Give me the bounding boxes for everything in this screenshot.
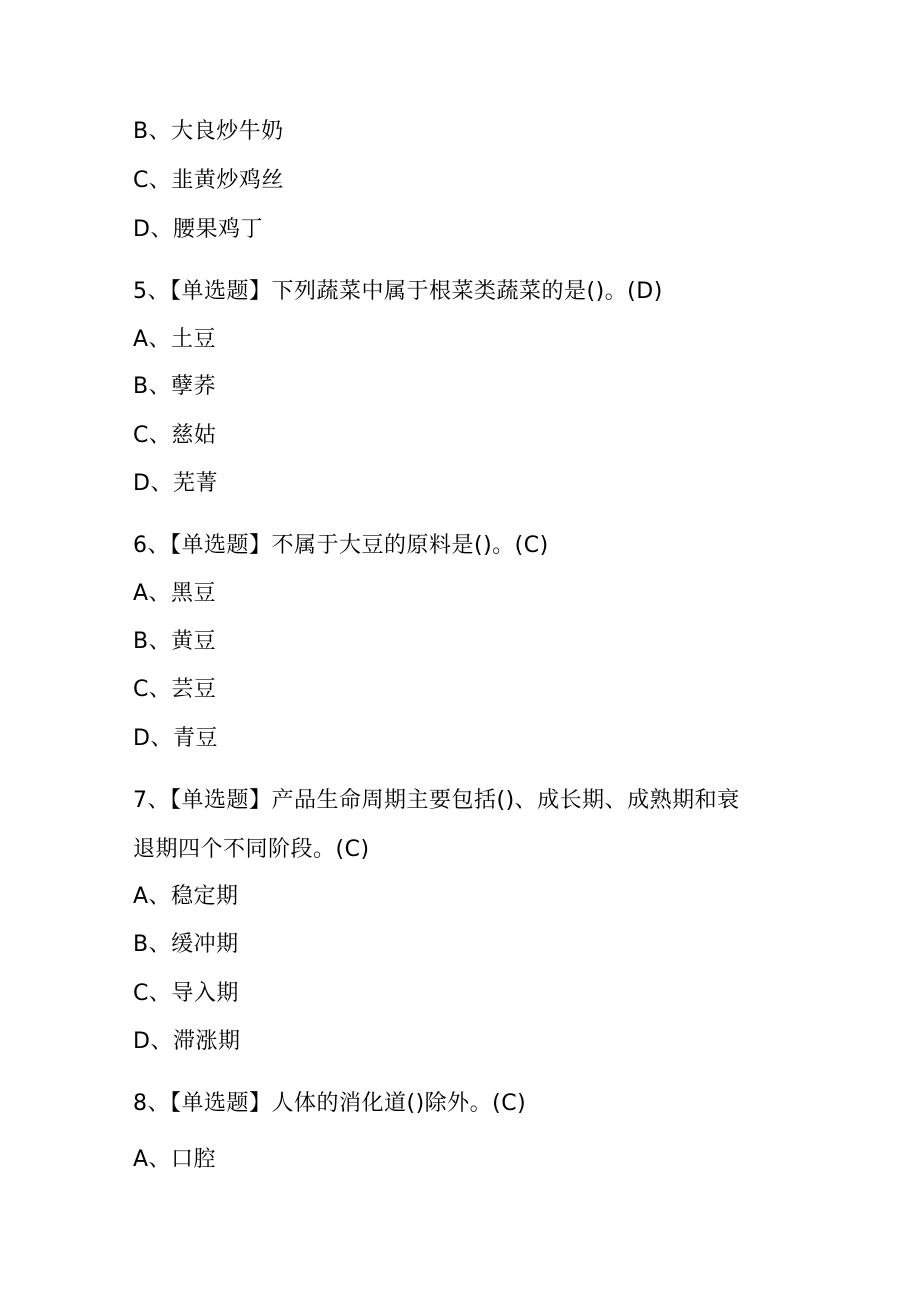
option-line: C、导入期 <box>133 981 239 1006</box>
option-line: D、青豆 <box>133 726 218 751</box>
option-line: D、滞涨期 <box>133 1029 241 1054</box>
option-line: C、慈姑 <box>133 423 217 448</box>
option-line: B、黄豆 <box>133 629 217 654</box>
question-line: 5、【单选题】下列蔬菜中属于根菜类蔬菜的是()。(D) <box>133 279 663 304</box>
question-line-continued: 退期四个不同阶段。(C) <box>133 837 370 862</box>
option-line: D、腰果鸡丁 <box>133 217 263 242</box>
option-line: A、口腔 <box>133 1147 217 1172</box>
option-line: A、黑豆 <box>133 581 217 606</box>
question-line: 8、【单选题】人体的消化道()除外。(C) <box>133 1091 527 1116</box>
option-line: B、缓冲期 <box>133 932 239 957</box>
option-line: B、孽荞 <box>133 374 217 399</box>
option-line: A、稳定期 <box>133 884 239 909</box>
option-line: C、芸豆 <box>133 677 217 702</box>
option-line: C、韭黄炒鸡丝 <box>133 168 284 193</box>
option-line: A、土豆 <box>133 327 217 352</box>
option-line: D、芜菁 <box>133 471 218 496</box>
option-line: B、大良炒牛奶 <box>133 119 284 144</box>
question-line: 6、【单选题】不属于大豆的原料是()。(C) <box>133 533 549 558</box>
question-line: 7、【单选题】产品生命周期主要包括()、成长期、成熟期和衰 <box>133 788 740 813</box>
